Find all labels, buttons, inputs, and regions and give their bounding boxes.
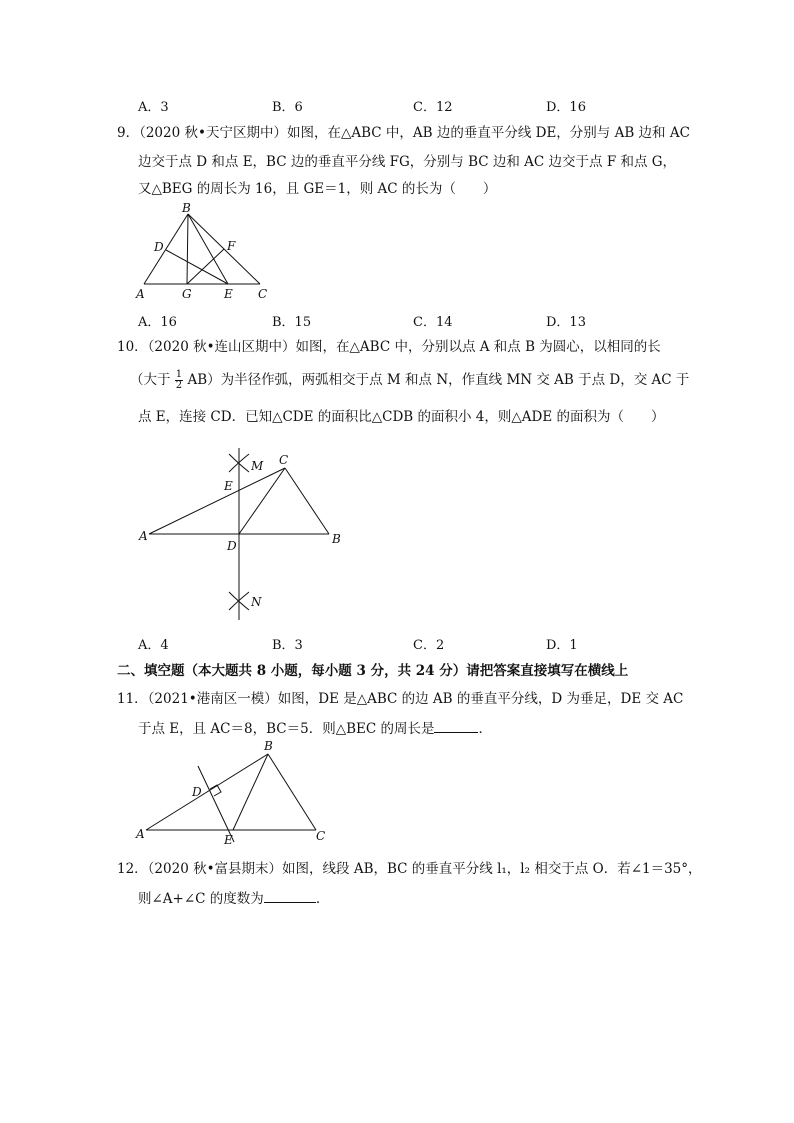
q10-label-n: N (251, 595, 262, 609)
q9-options (138, 311, 658, 329)
q9-label-a: A (136, 287, 145, 301)
q12-line-2-pre: 则∠A+∠C 的度数为 (138, 891, 264, 907)
q10-label-b: B (332, 532, 341, 546)
q8-option-b[interactable]: B．6 (272, 100, 303, 115)
q10-label-c: C (279, 453, 289, 467)
q11-line-1: 11．（2021•港南区一模）如图，DE 是△ABC 的边 AB 的垂直平分线，D 为垂足，DE 交 AC (117, 691, 684, 707)
q10-line-1: 10．（2020 秋•连山区期中）如图，在△ABC 中，分别以点 A 和点 B 为圆心，以相同的长 (117, 339, 661, 355)
q11-label-c: C (316, 829, 326, 843)
q11-line-2 (138, 718, 492, 738)
q9-option-c[interactable]: C．14 (413, 315, 453, 330)
q9-line-2: 边交于点 D 和点 E，BC 边的垂直平分线 FG，分别与 BC 边和 AC 边交于点 F 和点 G， (138, 154, 677, 170)
q9-label-e: E (224, 287, 233, 301)
q10-option-c[interactable]: C．2 (413, 638, 445, 653)
q11-segment-ab (146, 754, 268, 830)
q10-fraction (175, 370, 183, 391)
q9-label-c: C (258, 287, 268, 301)
q10-label-m: M (251, 459, 264, 473)
q10-segment-bc (285, 468, 329, 534)
q9-option-b[interactable]: B．15 (272, 315, 312, 330)
q11-figure (130, 738, 340, 848)
q9-label-b: B (182, 201, 191, 215)
q9-figure (130, 200, 290, 310)
q9-option-d[interactable]: D．13 (546, 315, 586, 330)
q10-line-3: 点 E，连接 CD．已知△CDE 的面积比△CDB 的面积小 4，则△ADE 的面积为（ ） (138, 409, 665, 425)
q10-option-d[interactable]: D．1 (546, 638, 578, 653)
q10-label-e: E (224, 479, 233, 493)
q9-line-3: 又△BEG 的周长为 16，且 GE＝1，则 AC 的长为（ ） (138, 181, 497, 197)
q11-line-2-post: ． (478, 721, 492, 737)
q11-answer-blank[interactable] (434, 718, 478, 733)
q12-answer-blank[interactable] (264, 888, 316, 903)
q10-line-2 (130, 370, 689, 391)
q8-option-a[interactable]: A．3 (138, 100, 169, 115)
q10-option-b[interactable]: B．3 (272, 638, 303, 653)
q10-segment-ac (149, 468, 285, 534)
q9-segment-ab (144, 214, 188, 284)
q9-label-f: F (227, 239, 236, 253)
q10-line-2-post: AB）为半径作弧，两弧相交于点 M 和点 N，作直线 MN 交 AB 于点 D，交 AC 于 (187, 372, 690, 388)
q11-segment-bc (268, 754, 316, 830)
q9-line-1: 9．（2020 秋•天宁区期中）如图，在△ABC 中，AB 边的垂直平分线 DE，分别与 AB 边和 AC (117, 125, 690, 141)
q10-segment-cd (239, 468, 285, 534)
q12-line-1: 12．（2020 秋•富县期末）如图，线段 AB，BC 的垂直平分线 l₁，l₂ 相交于点 O．若∠1＝35°， (117, 861, 702, 877)
q8-option-c[interactable]: C．12 (413, 100, 453, 115)
q10-options (138, 634, 658, 652)
q10-fraction-den: 2 (175, 380, 183, 391)
q11-line-de (198, 766, 234, 842)
q11-label-a: A (136, 827, 145, 841)
q10-option-a[interactable]: A．4 (138, 638, 169, 653)
q10-fraction-num: 1 (175, 369, 183, 380)
q12-line-2-post: ． (315, 891, 330, 907)
q9-label-d: D (154, 240, 164, 254)
q9-label-g: G (182, 287, 192, 301)
q8-option-d[interactable]: D．16 (546, 100, 586, 115)
q12-line-2 (138, 888, 329, 908)
q10-label-a: A (139, 529, 148, 543)
q9-option-a[interactable]: A．16 (138, 315, 177, 330)
q8-options (138, 96, 658, 114)
q11-label-e: E (224, 833, 233, 847)
q11-label-b: B (264, 739, 273, 753)
q11-line-2-pre: 于点 E，且 AC＝8，BC＝5．则△BEC 的周长是 (138, 721, 435, 737)
q10-figure (135, 440, 355, 630)
q11-label-d: D (192, 785, 202, 799)
section-2-heading: 二、填空题（本大题共 8 小题，每小题 3 分，共 24 分）请把答案直接填写在横线上 (117, 663, 629, 679)
q10-line-2-pre: （大于 (130, 372, 171, 388)
q9-segment-bg (187, 214, 188, 284)
q10-label-d: D (227, 539, 237, 553)
